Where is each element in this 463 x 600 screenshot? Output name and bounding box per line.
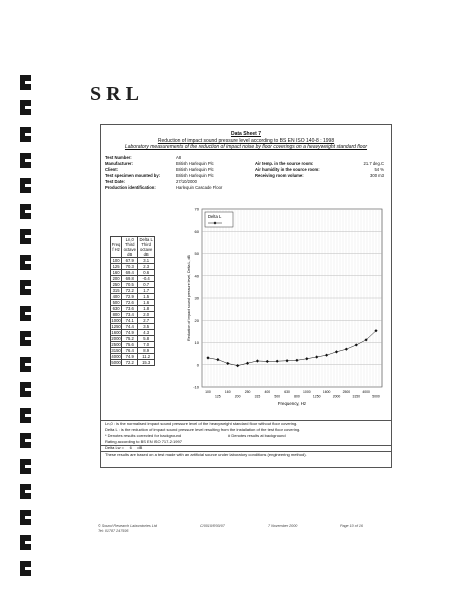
y-tick-label: 30: [194, 295, 199, 301]
table-row: [111, 258, 155, 264]
table-row: [111, 360, 155, 366]
note-corrected: * Denotes results corrected for background: [105, 433, 182, 438]
info-value: 300 m3: [370, 173, 384, 178]
x-tick-label: 1000: [303, 390, 311, 394]
binder-hole: [20, 484, 31, 499]
y-tick-label: 70: [194, 206, 199, 212]
binder-hole: [20, 75, 31, 90]
x-tick-label: 2500: [342, 390, 351, 394]
table-row: [111, 348, 155, 354]
info-values-right: [342, 161, 384, 179]
ln0-header: Ln,0 Third octave dB: [123, 237, 136, 257]
table-row: [111, 282, 155, 288]
y-tick-label: 60: [194, 228, 199, 234]
delta-l-cell: 3.1: [138, 258, 155, 264]
delta-l-header: Delta L Third octave dB: [139, 237, 153, 257]
delta-l-cell: 2.7: [138, 318, 155, 324]
freq-header: Freq f Hz: [111, 237, 122, 258]
freq-cell: 800: [111, 312, 122, 318]
ln0-cell: 73.4: [122, 312, 138, 318]
binder-hole: [20, 100, 31, 115]
delta-l-cell: 0.7: [138, 282, 155, 288]
footer-tel: Tel: 01787 247595: [98, 529, 129, 533]
ln0-cell: 74.4: [122, 324, 138, 330]
freq-cell: 630: [111, 306, 122, 312]
footer-date: 7 November 2000: [268, 524, 298, 528]
binder-hole: [20, 229, 31, 244]
info-label: Air temp. in the source room:: [255, 161, 314, 166]
binder-hole: [20, 204, 31, 219]
x-tick-label: 4000: [362, 390, 370, 394]
delta-l-cell: 2.3: [138, 264, 155, 270]
ln0-cell: 67.9: [122, 258, 138, 264]
info-value: 27/10/2000: [176, 179, 197, 184]
binder-hole: [20, 255, 31, 270]
freq-cell: 315: [111, 288, 122, 294]
freq-cell: 2500: [111, 342, 121, 347]
note-method: These results are based on a test made with an artificial source under laboratory conditions (engineering method).: [105, 452, 307, 457]
table-row: [111, 330, 155, 336]
x-tick-label: 315: [254, 394, 261, 399]
info-label: Receiving room volume:: [255, 173, 304, 178]
company-logo: SRL: [90, 83, 144, 105]
ln0-cell: 74.1: [122, 318, 138, 324]
ln0-cell: 70.5: [122, 282, 138, 288]
table-row: [111, 300, 155, 306]
table-header-row: [111, 237, 155, 258]
ln0-cell: 72.2: [122, 288, 138, 294]
data-sheet-title: Reduction of impact sound pressure level according to BS EN ISO 140-8 : 1998: [157, 138, 335, 144]
delta-l-cell: 2.0: [138, 312, 155, 318]
x-tick-label: 400: [264, 390, 271, 394]
delta-l-cell: 1.7: [138, 288, 155, 294]
freq-cell: 400: [111, 294, 122, 300]
info-label: Test Number:: [105, 155, 132, 160]
binder-hole: [20, 561, 31, 576]
x-axis-label: Frequency, Hz: [277, 401, 307, 406]
delta-l-cell: 8.9: [138, 348, 155, 354]
table-row: [111, 264, 155, 270]
binder-hole: [20, 357, 31, 372]
freq-cell: 1000: [111, 318, 121, 323]
ln0-cell: 76.4: [122, 348, 138, 354]
info-label: Manufacturer:: [105, 161, 133, 166]
y-tick-label: 50: [194, 251, 199, 256]
legend-label: Delta L: [208, 214, 222, 219]
binder-hole: [20, 153, 31, 168]
info-value: British Harlequin Plc: [176, 161, 214, 166]
table-row: [111, 306, 155, 312]
x-tick-label: 3150: [352, 394, 361, 399]
delta-l-chart: [182, 201, 392, 414]
delta-l-cell: 4.3: [138, 330, 155, 336]
info-label: Air humidity in the source room:: [255, 167, 320, 172]
binder-hole: [20, 459, 31, 474]
y-tick-label: 0: [196, 362, 199, 368]
delta-l-cell: 15.3: [138, 360, 155, 366]
y-tick-label: 20: [194, 317, 199, 323]
delta-l-cell: 7.0: [138, 342, 155, 348]
footer-company: © Sound Research Laboratories Ltd: [98, 524, 157, 528]
x-tick-label: 1250: [312, 394, 321, 399]
ln0-cell: 72.9: [122, 294, 138, 300]
ln0-cell: 69.4: [122, 270, 138, 276]
y-axis-label: Reduction of impact sound pressure level, Delta L, dB: [187, 255, 191, 341]
delta-l-cell: -0.4: [138, 276, 155, 282]
y-tick-label: 10: [194, 340, 199, 345]
info-value: 54 %: [374, 167, 384, 172]
note-ln0: Ln,0 : is the normalised impact sound pressure level of the heavyweight standard floor without floor covering.: [105, 421, 298, 426]
x-tick-label: 160: [224, 390, 231, 394]
binder-hole: [20, 127, 31, 142]
ln0-cell: 74.9: [122, 354, 138, 360]
x-tick-label: 5000: [372, 394, 380, 399]
binder-hole: [20, 178, 31, 193]
table-row: [111, 312, 155, 318]
info-values-left: [176, 155, 222, 191]
table-row: [111, 336, 155, 342]
footer-ref: C/0010/R00/07: [200, 524, 225, 528]
x-tick-label: 125: [215, 394, 221, 399]
binder-hole: [20, 510, 31, 525]
footer-page: Page 10 of 16: [340, 524, 363, 528]
x-tick-label: 1600: [322, 390, 331, 394]
delta-l-cell: 3.5: [138, 324, 155, 330]
ln0-cell: 75.2: [122, 336, 138, 342]
delta-l-cell: 1.6: [138, 300, 155, 306]
ln0-cell: 73.6: [122, 306, 138, 312]
freq-cell: 160: [111, 270, 122, 276]
binder-hole: [20, 280, 31, 295]
freq-cell: 200: [111, 276, 122, 282]
x-tick-label: 2000: [332, 394, 341, 399]
binder-hole: [20, 331, 31, 346]
delta-l-cell: 0.6: [138, 270, 155, 276]
binder-hole: [20, 535, 31, 550]
freq-cell: 1250: [111, 324, 121, 329]
info-label: Production identification:: [105, 185, 156, 190]
note-background: # Denotes results at background: [228, 433, 286, 438]
freq-cell: 4000: [111, 354, 121, 359]
table-row: [111, 354, 155, 360]
note-rating: Rating according to BS EN ISO 717-2:1997: [105, 439, 182, 444]
table-row: [111, 288, 155, 294]
y-tick-label: -10: [193, 384, 199, 390]
ln0-cell: 69.8: [122, 276, 138, 282]
table-row: [111, 342, 155, 348]
delta-l-cell: 5.8: [138, 336, 155, 342]
freq-cell: 5000: [111, 360, 121, 365]
freq-cell: 2000: [111, 336, 121, 341]
y-tick-label: 40: [194, 273, 199, 279]
binder-hole: [20, 408, 31, 423]
table-row: [111, 270, 155, 276]
info-labels-left: [105, 155, 160, 191]
table-row: [111, 294, 155, 300]
ln0-cell: 75.6: [122, 342, 138, 348]
binder-hole: [20, 433, 31, 448]
ln0-cell: 74.9: [122, 330, 138, 336]
freq-cell: 3150: [111, 348, 121, 353]
data-sheet-subtitle: Laboratory measurements of the reduction of impact noise by floor coverings on a heavyweight standard floor: [124, 144, 368, 150]
ln0-cell: 72.2: [122, 360, 138, 366]
x-tick-label: 250: [244, 390, 251, 394]
rating-divider: [100, 445, 392, 446]
delta-l-cell: 1.8: [138, 306, 155, 312]
binder-hole: [20, 382, 31, 397]
x-tick-label: 630: [284, 390, 290, 394]
delta-l-cell: 11.2: [138, 354, 155, 360]
x-tick-label: 800: [294, 394, 300, 399]
info-label: Client:: [105, 167, 119, 172]
ln0-cell: 70.3: [122, 264, 138, 270]
binder-hole: [20, 306, 31, 321]
data-sheet-label: Data Sheet 7: [230, 131, 261, 137]
freq-cell: 500: [111, 300, 122, 306]
freq-cell: 1600: [111, 330, 121, 335]
info-label: Test Date:: [105, 179, 125, 184]
note-delta-l: Delta L : is the reduction of impact sound pressure level resulting from the installation of the test floor covering.: [105, 427, 301, 432]
info-value: British Harlequin Plc: [176, 167, 214, 172]
delta-l-cell: 1.5: [138, 294, 155, 300]
table-row: [111, 324, 155, 330]
info-value: 21.7 deg.C: [363, 161, 384, 166]
info-value: A8: [176, 155, 182, 160]
info-value: British Harlequin Plc: [176, 173, 214, 178]
freq-cell: 100: [111, 258, 122, 264]
info-value: Harlequin Cascade Floor: [176, 185, 223, 190]
freq-cell: 125: [111, 264, 122, 270]
info-label: Test specimen mounted by:: [105, 173, 161, 178]
table-row: [111, 276, 155, 282]
x-tick-label: 100: [205, 390, 211, 394]
results-table: [110, 236, 155, 366]
x-tick-label: 200: [234, 394, 241, 399]
x-tick-label: 500: [274, 394, 281, 399]
ln0-cell: 72.6: [122, 300, 138, 306]
note-delta-lw: Delta Lw = 6 dB: [105, 445, 143, 450]
info-labels-right: [255, 161, 320, 179]
table-row: [111, 318, 155, 324]
freq-cell: 250: [111, 282, 122, 288]
